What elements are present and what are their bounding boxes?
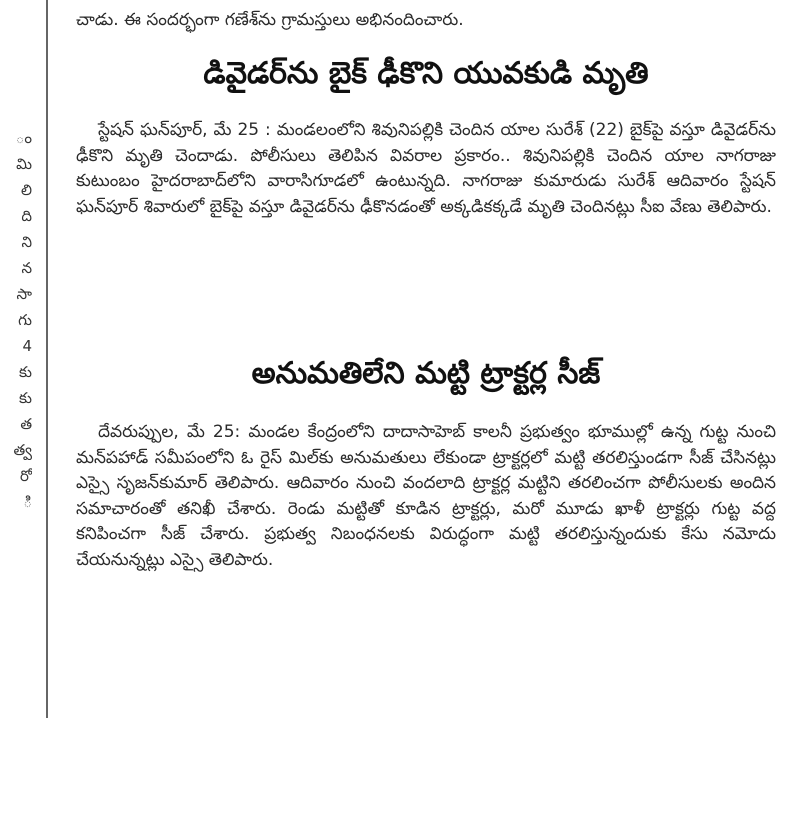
left-fragment: గు <box>18 311 32 329</box>
column-divider <box>46 0 48 718</box>
left-fragment: త <box>20 415 32 433</box>
left-fragment: ం <box>15 129 32 147</box>
left-fragment: కు <box>18 363 32 381</box>
article2-headline: అనుమతిలేని మట్టి ట్రాక్టర్ల సీజ్ <box>251 356 601 391</box>
left-fragment: సా <box>16 285 32 303</box>
article1-headline: డివైడర్‌ను బైక్ ఢీకొని యువకుడి మృతి <box>203 56 649 91</box>
article2-paragraph: దేవరుప్పుల, మే 25: మండల కేంద్రంలోని దాదాసాహెబ్ కాలనీ ప్రభుత్వం భూముల్లో ఉన్న గుట్ట నుంచి మన్‌పహాడ్ సమీపంలోని ఓ రైస్ మిల్‌కు అనుమతులు లేకుండా ట్రాక్టర్లలో మట్టి తరలిస్తుండగా సీజ్ చేసినట్లు ఎస్సై సృజన్‌కుమార్ తెలిపారు. ఆదివారం నుంచి వందలాది ట్రాక్టర్ల మట్టిని తరలించగా పోలీసులకు అందిన సమాచారంతో తనిఖీ చేశారు. రెండు మట్టితో కూడిన ట్రాక్టర్లు, మరో మూడు ఖాళీ ట్రాక్టర్లు గుట్ట వద్ద కనిపించగా సీజ్ చేశారు. ప్రభుత్వ నిబంధనలకు విరుద్ధంగా మట్టి తరలిస్తున్నందుకు కేసు నమోదు చేయనున్నట్లు ఎస్సై తెలిపారు. <box>76 422 776 570</box>
left-fragment: రో <box>19 467 32 485</box>
article2-body <box>76 420 776 573</box>
article1-body <box>76 118 776 220</box>
article1-paragraph: స్టేషన్ ఘన్‌పూర్, మే 25 : మండలంలోని శివునిపల్లికి చెందిన యాల సురేశ్ (22) బైక్‌పై వస్తూ డివైడర్‌ను ఢీకొని మృతి చెందాడు. పోలీసులు తెలిపిన వివరాల ప్రకారం.. శివునిపల్లికి చెందిన యాల నాగరాజు కుటుంబం హైదరాబాద్‌లోని వారాసిగూడలో ఉంటున్నది. నాగరాజు కుమారుడు సురేశ్ ఆదివారం స్టేషన్ ఘన్‌పూర్ శివారులో బైక్‌పై వస్తూ డివైడర్‌ను ఢీకొనడంతో అక్కడికక్కడే మృతి చెందినట్లు సీఐ వేణు తెలిపారు. <box>76 120 776 217</box>
left-fragment: త్వ <box>13 441 32 459</box>
left-fragment: లి <box>21 181 32 199</box>
left-fragment: న <box>21 259 32 277</box>
left-fragment: కు <box>18 389 32 407</box>
left-fragment: ి <box>23 493 32 511</box>
left-fragment: ని <box>21 233 32 251</box>
left-fragment: ది <box>21 207 32 225</box>
left-fragment: మి <box>16 155 32 173</box>
left-column-fragments <box>0 0 40 720</box>
lead-in-line: చాడు. ఈ సందర్భంగా గణేశ్‌ను గ్రామస్తులు అభినందించారు. <box>76 10 464 30</box>
clipped-previous-line <box>76 0 776 2</box>
left-fragment: 4 <box>22 337 32 355</box>
